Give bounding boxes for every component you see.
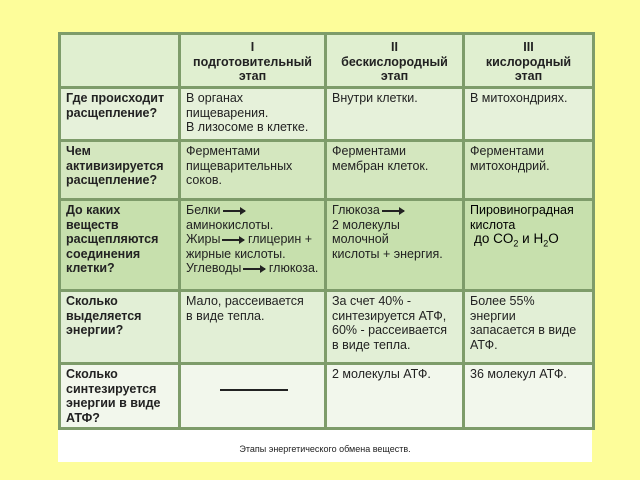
answer-cell-stage-3 [464, 364, 594, 429]
answer-text: митохондрий. [470, 158, 550, 173]
energy-metabolism-table [58, 32, 595, 430]
question-text: Где происходит [66, 91, 165, 105]
term-carbohydrates: Углеводы [186, 261, 242, 275]
answer-text: 2 молекулы АТФ. [332, 367, 431, 381]
term-proteins: Белки [186, 203, 221, 217]
answer-text: Внутри клетки. [332, 91, 418, 105]
table-row-energy-released [60, 291, 594, 364]
question-text: клетки? [66, 261, 115, 275]
header-empty-cell [60, 34, 180, 88]
answer-cell-stage-3 [464, 200, 594, 291]
stage-3-name: кислородный [485, 54, 572, 69]
question-text: Сколько [66, 367, 118, 381]
question-text: энергии? [66, 323, 124, 337]
answer-text: кислоты + энергия. [332, 246, 443, 261]
formula-subscript: 2 [513, 238, 519, 249]
answer-text: пищеварения. [186, 105, 269, 120]
question-cell [60, 141, 180, 200]
table-row-atp [60, 364, 594, 429]
answer-text: запасается в виде [470, 323, 577, 337]
answer-cell-stage-2 [326, 88, 464, 141]
header-stage-2 [326, 34, 464, 88]
table-panel [58, 32, 592, 462]
answer-cell-stage-1 [180, 141, 326, 200]
answer-text: В лизосоме в клетке. [186, 120, 309, 134]
question-text: веществ [66, 217, 119, 232]
answer-text: Более 55% [470, 294, 535, 308]
stage-2-name: бескислородный [341, 54, 448, 69]
question-cell [60, 291, 180, 364]
table-row-location [60, 88, 594, 141]
answer-cell-stage-1 [180, 364, 326, 429]
answer-cell-stage-2 [326, 141, 464, 200]
answer-text: мембран клеток. [332, 158, 429, 173]
stage-2-numeral: II [391, 40, 398, 54]
answer-text: Ферментами [332, 144, 406, 158]
arrow-icon [222, 239, 244, 241]
answer-text [186, 203, 319, 218]
question-text: АТФ? [66, 410, 100, 425]
term-fats: Жиры [186, 232, 221, 246]
answer-text [332, 203, 457, 218]
question-cell [60, 200, 180, 291]
question-text: Сколько [66, 294, 118, 308]
header-stage-1 [180, 34, 326, 88]
term-glycerin: глицерин + [247, 232, 313, 246]
question-text: расщепление? [66, 173, 158, 187]
answer-cell-stage-2 [326, 291, 464, 364]
answer-text: кислота [470, 217, 516, 232]
question-text: энергии в виде [66, 396, 161, 410]
table-caption: Этапы энергетического обмена веществ. [239, 444, 411, 454]
term-glucose: Глюкоза [332, 203, 380, 217]
answer-cell-stage-2 [326, 200, 464, 291]
arrow-icon [223, 210, 245, 212]
answer-cell-stage-1 [180, 200, 326, 291]
arrow-icon [382, 210, 404, 212]
question-text: соединения [66, 246, 141, 261]
term-glucose: глюкоза. [268, 261, 319, 275]
empty-dash-line [220, 389, 288, 391]
answer-text: молочной [332, 232, 389, 246]
formula-part: и H [518, 231, 544, 246]
question-text: расщепление? [66, 105, 158, 120]
question-text: синтезируется [66, 381, 157, 396]
answer-text: Ферментами [186, 144, 260, 158]
answer-text [470, 232, 587, 251]
stage-1-word: этап [238, 69, 267, 83]
answer-text: энергии [470, 308, 516, 323]
answer-text: 36 молекул АТФ. [470, 367, 567, 381]
stage-1-name: подготовительный [193, 54, 312, 69]
answer-text: пищеварительных [186, 158, 293, 173]
answer-text: За счет 40% - [332, 294, 411, 308]
formula-part: до CO [474, 231, 514, 246]
arrow-icon [243, 268, 265, 270]
answer-text: АТФ. [470, 337, 498, 352]
answer-text: Мало, рассеивается [186, 294, 304, 308]
answer-cell-stage-2 [326, 364, 464, 429]
answer-cell-stage-1 [180, 291, 326, 364]
header-stage-3 [464, 34, 594, 88]
question-cell [60, 88, 180, 141]
answer-text: соков. [186, 173, 223, 187]
answer-text: жирные кислоты. [186, 246, 286, 261]
question-cell [60, 364, 180, 429]
answer-cell-stage-3 [464, 141, 594, 200]
answer-cell-stage-1 [180, 88, 326, 141]
question-text: выделяется [66, 308, 142, 323]
answer-text: в виде тепла. [186, 308, 265, 323]
answer-text: 60% - рассеивается [332, 323, 448, 337]
stage-2-word: этап [380, 69, 409, 83]
question-text: До каких [66, 203, 121, 217]
answer-text: синтезируется АТФ, [332, 308, 447, 323]
stage-1-numeral: I [250, 40, 255, 54]
formula-part: O [548, 231, 559, 246]
table-row-activation [60, 141, 594, 200]
answer-cell-stage-3 [464, 88, 594, 141]
formula-subscript: 2 [543, 238, 549, 249]
answer-text: Ферментами [470, 144, 544, 158]
question-text: Чем [66, 144, 91, 158]
answer-text: В органах [186, 91, 244, 105]
answer-text: аминокислоты. [186, 217, 274, 232]
stage-3-numeral: III [523, 40, 534, 54]
question-text: активизируется [66, 158, 164, 173]
header-row [60, 34, 594, 88]
answer-text: Пировиноградная [470, 203, 574, 217]
answer-text [186, 232, 319, 247]
question-text: расщепляются [66, 232, 159, 246]
answer-text [186, 261, 319, 276]
answer-text: в виде тепла. [332, 337, 411, 352]
stage-3-word: этап [514, 69, 543, 83]
table-row-products [60, 200, 594, 291]
answer-text: 2 молекулы [332, 217, 400, 232]
answer-cell-stage-3 [464, 291, 594, 364]
answer-text: В митохондриях. [470, 91, 568, 105]
